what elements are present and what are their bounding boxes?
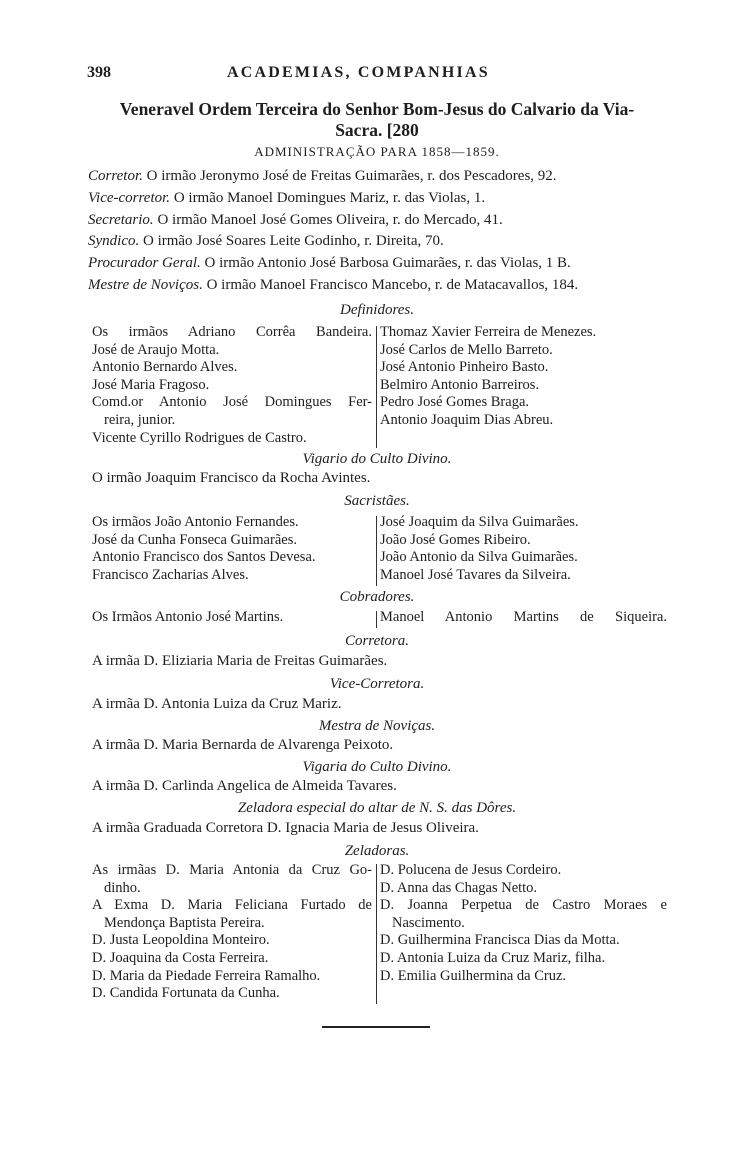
officer-procurador	[88, 255, 668, 277]
cobradores-heading: Cobradores.	[339, 589, 415, 605]
list-item: Thomaz Xavier Ferreira de Menezes.	[380, 324, 597, 340]
officer-mestre	[88, 277, 668, 299]
list-item: D. Guilhermina Francisca Dias da Motta.	[380, 932, 620, 949]
cobradores-left	[92, 609, 372, 627]
column-divider	[376, 864, 377, 1004]
page-number: 398	[87, 64, 111, 81]
list-item: D. Maria da Piedade Ferreira Ramalho.	[92, 967, 321, 984]
sacristaes-heading: Sacristães.	[344, 493, 410, 509]
officer-role: Procurador Geral.	[88, 255, 201, 272]
vigario-text: O irmão Joaquim Francisco da Rocha Avintes.	[92, 470, 371, 486]
zeladoras-left	[92, 862, 372, 1003]
officer-role: Corretor.	[88, 168, 143, 184]
definidores-left	[92, 324, 372, 447]
cobradores-right	[380, 609, 667, 627]
list-item: José da Cunha Fonseca Guimarães.	[92, 531, 297, 548]
definidores-heading: Definidores.	[339, 302, 415, 318]
sacristaes-left	[92, 514, 372, 584]
list-item: João José Gomes Ribeiro.	[380, 531, 531, 548]
zeladoras-heading: Zeladoras.	[344, 843, 410, 859]
list-item: Os irmãos João Antonio Fernandes.	[92, 514, 299, 530]
officer-role: Mestre de Noviços.	[88, 276, 203, 293]
vigario-heading: Vigario do Culto Divino.	[302, 451, 452, 467]
officer-text: O irmão Antonio José Barbosa Guimarães, r. das Violas, 1 B.	[200, 255, 571, 272]
list-item: Antonio Francisco dos Santos Devesa.	[92, 549, 316, 566]
officer-text: O irmão Manoel José Gomes Oliveira, r. do Mercado, 41.	[153, 211, 503, 228]
vice-corretora-text: A irmãa D. Antonia Luiza da Cruz Mariz.	[92, 696, 342, 712]
list-item: D. Polucena de Jesus Cordeiro.	[380, 862, 562, 878]
list-item: João Antonio da Silva Guimarães.	[380, 549, 578, 566]
list-item: D. Justa Leopoldina Monteiro.	[92, 932, 270, 949]
list-item: Vicente Cyrillo Rodrigues de Castro.	[92, 429, 307, 446]
officer-text: O irmão Manoel Domingues Mariz, r. das Violas, 1.	[170, 189, 486, 206]
vigaria-text: A irmãa D. Carlinda Angelica de Almeida Tavares.	[92, 778, 397, 794]
list-item: D. Anna das Chagas Netto.	[380, 879, 538, 896]
administration-heading: ADMINISTRAÇÃO PARA 1858—1859.	[254, 144, 500, 159]
list-item: Antonio Bernardo Alves.	[92, 359, 238, 376]
list-item: D. Joaquina da Costa Ferreira.	[92, 949, 269, 966]
list-item: Manoel José Tavares da Silveira.	[380, 566, 571, 583]
officer-role: Syndico.	[88, 233, 140, 250]
list-item: José Joaquim da Silva Guimarães.	[380, 514, 579, 530]
column-divider	[376, 326, 377, 448]
officer-corretor	[88, 168, 668, 190]
list-item: Comd.or Antonio José Domingues Fer-	[92, 394, 372, 411]
running-head	[87, 64, 667, 84]
list-item: Os irmãos Adriano Corrêa Bandeira.	[92, 324, 372, 340]
list-item: dinho.	[104, 879, 141, 896]
list-item: Antonio Joaquim Dias Abreu.	[380, 411, 554, 428]
officer-role: Secretario.	[88, 211, 154, 228]
list-item: Mendonça Baptista Pereira.	[104, 914, 265, 931]
list-item: Pedro José Gomes Braga.	[380, 394, 530, 411]
officer-text: O irmão José Soares Leite Godinho, r. Direita, 70.	[139, 233, 444, 250]
section-title	[87, 99, 667, 141]
list-item: As irmãas D. Maria Antonia da Cruz Go-	[92, 862, 372, 878]
list-item: José Maria Fragoso.	[92, 376, 210, 393]
officers-list	[88, 168, 668, 299]
column-divider	[376, 516, 377, 586]
list-item: reira, junior.	[104, 411, 176, 428]
list-item: Manoel Antonio Martins de Siqueira.	[380, 609, 667, 625]
list-item: Belmiro Antonio Barreiros.	[380, 376, 540, 393]
list-item: José Antonio Pinheiro Basto.	[380, 359, 549, 376]
definidores-right	[380, 324, 667, 430]
mestra-text: A irmãa D. Maria Bernarda de Alvarenga Peixoto.	[92, 737, 394, 753]
officer-vice-corretor	[88, 190, 668, 212]
mestra-heading: Mestra de Noviças.	[318, 718, 436, 734]
vice-corretora-heading: Vice-Corretora.	[329, 676, 425, 692]
corretora-text: A irmãa D. Eliziaria Maria de Freitas Guimarães.	[92, 653, 388, 669]
zeladoras-right	[380, 862, 667, 985]
sacristaes-right	[380, 514, 667, 584]
list-item: A Exma D. Maria Feliciana Furtado de	[92, 897, 372, 914]
officer-syndico	[88, 233, 668, 255]
list-item: D. Candida Fortunata da Cunha.	[92, 985, 280, 1002]
list-item: Francisco Zacharias Alves.	[92, 566, 249, 583]
officer-role: Vice-corretor.	[88, 189, 171, 206]
officer-text: O irmão Manoel Francisco Mancebo, r. de Matacavallos, 184.	[202, 276, 579, 293]
list-item: José Carlos de Mello Barreto.	[380, 341, 553, 358]
officer-secretario	[88, 212, 668, 234]
list-item: D. Antonia Luiza da Cruz Mariz, filha.	[380, 949, 606, 966]
running-title: ACADEMIAS, COMPANHIAS	[227, 64, 490, 81]
list-item: Nascimento.	[392, 914, 465, 931]
list-item: Os Irmãos Antonio José Martins.	[92, 609, 284, 625]
vigaria-heading: Vigaria do Culto Divino.	[302, 759, 452, 775]
list-item: D. Emilia Guilhermina da Cruz.	[380, 967, 567, 984]
column-divider	[376, 611, 377, 628]
end-rule	[322, 1026, 430, 1028]
officer-text: O irmão Jeronymo José de Freitas Guimarães, r. dos Pescadores, 92.	[142, 168, 557, 184]
section-title-line-2: Sacra. [280	[335, 120, 419, 140]
list-item: D. Joanna Perpetua de Castro Moraes e	[380, 897, 667, 914]
section-title-line-1: Veneravel Ordem Terceira do Senhor Bom-Jesus do Calvario da Via-	[119, 99, 635, 119]
zeladora-especial-text: A irmãa Graduada Corretora D. Ignacia Maria de Jesus Oliveira.	[92, 820, 479, 836]
corretora-heading: Corretora.	[344, 633, 410, 649]
list-item: José de Araujo Motta.	[92, 341, 220, 358]
zeladora-especial-heading: Zeladora especial do altar de N. S. das Dôres.	[237, 800, 517, 816]
